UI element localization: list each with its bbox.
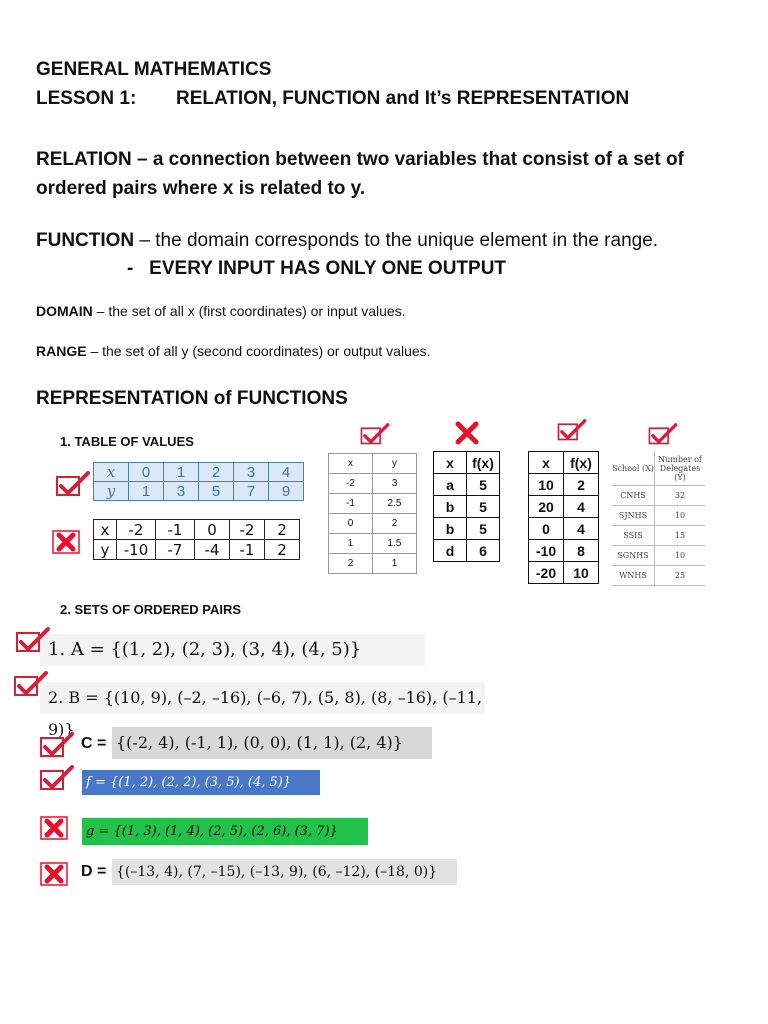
cross-icon bbox=[52, 530, 82, 554]
set-a: 1. A = {(1, 2), (2, 3), (3, 4), (4, 5)} bbox=[40, 634, 425, 666]
table-numbers: x f(x) 10 2 20 4 0 4 -10 8 -20 10 bbox=[528, 451, 599, 584]
cross-icon bbox=[452, 421, 482, 445]
check-icon bbox=[648, 424, 678, 446]
set-b: 2. B = {(10, 9), (–2, –16), (–6, 7), (5, 8), (8, –16), (–11, 9)} bbox=[40, 682, 485, 714]
representation-heading: REPRESENTATION of FUNCTIONS bbox=[36, 388, 348, 409]
table-hand: x -2 -1 0 -2 2 y -10 -7 -4 -1 2 bbox=[93, 519, 300, 560]
set-d-label: D = bbox=[81, 863, 107, 880]
domain-definition: DOMAIN – the set of all x (first coordinates) or input values. bbox=[36, 303, 406, 319]
cross-icon bbox=[40, 816, 70, 840]
relation-definition: RELATION – a connection between two variables that consist of a set of ordered pairs where x is related to y. bbox=[36, 149, 684, 199]
section-ordered-pairs: 2. SETS OF ORDERED PAIRS bbox=[60, 602, 242, 617]
cross-icon bbox=[40, 862, 70, 886]
table-school: School (X) Number of Delegates (Y) CNHS 32 SJNHS 10 SSIS 15 SGNHS 10 WNHS 25 bbox=[612, 451, 705, 586]
range-definition: RANGE – the set of all y (second coordinates) or output values. bbox=[36, 343, 431, 359]
set-c: {(-2, 4), (-1, 1), (0, 0), (1, 1), (2, 4)} bbox=[112, 727, 432, 759]
lesson-label: LESSON 1: bbox=[36, 88, 137, 109]
function-definition: FUNCTION – the domain corresponds to the unique element in the range. bbox=[36, 230, 659, 251]
function-bullet: - EVERY INPUT HAS ONLY ONE OUTPUT bbox=[127, 258, 507, 279]
check-icon bbox=[40, 766, 74, 792]
lesson-title: RELATION, FUNCTION and It’s REPRESENTATION bbox=[176, 88, 630, 109]
check-icon bbox=[16, 628, 50, 654]
doc-title: GENERAL MATHEMATICS bbox=[36, 59, 272, 80]
set-g: g = {(1, 3), (1, 4), (2, 5), (2, 6), (3, 7)} bbox=[82, 818, 368, 845]
check-icon bbox=[557, 420, 587, 442]
section-table-of-values: 1. TABLE OF VALUES bbox=[60, 434, 194, 449]
table-blue: x 0 1 2 3 4 y 1 3 5 7 9 bbox=[93, 462, 304, 501]
set-c-label: C = bbox=[81, 735, 107, 752]
set-f: f = {(1, 2), (2, 2), (3, 5), (4, 5)} bbox=[82, 770, 320, 795]
table-small: x y -2 3 -1 2.5 0 2 1 1.5 2 1 bbox=[328, 453, 417, 574]
check-icon bbox=[40, 733, 74, 759]
check-icon bbox=[14, 672, 48, 698]
check-icon bbox=[359, 424, 391, 446]
table-letters: x f(x) a 5 b 5 b 5 d 6 bbox=[433, 451, 500, 562]
check-icon bbox=[56, 472, 90, 498]
set-d: {(–13, 4), (7, –15), (–13, 9), (6, –12), (–18, 0)} bbox=[112, 859, 457, 885]
